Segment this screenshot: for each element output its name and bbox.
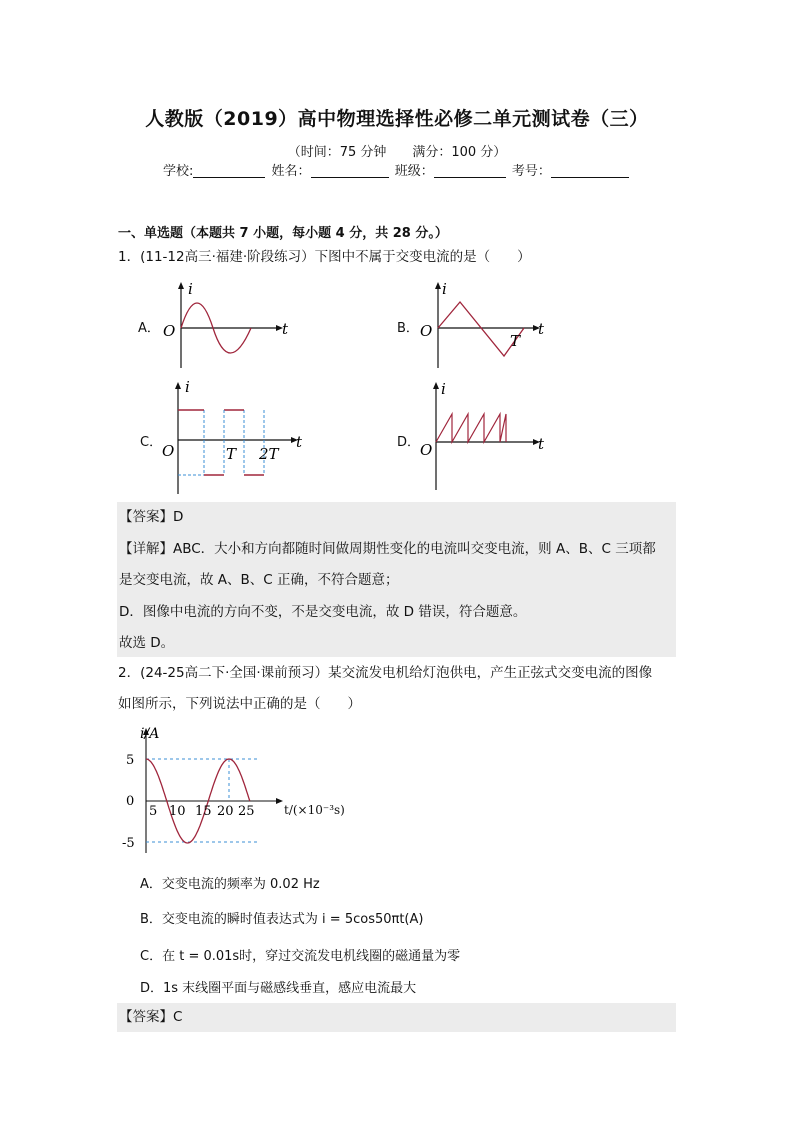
svg-text:t: t xyxy=(538,435,545,453)
school-blank xyxy=(193,164,265,178)
name-label: 姓名： xyxy=(271,164,311,179)
x-tick-20: 20 xyxy=(217,804,234,819)
number-label: 考号： xyxy=(511,164,551,179)
svg-text:i: i xyxy=(441,380,446,398)
q1-stem: 1．(11-12高三·福建·阶段练习）下图中不属于交变电流的是（ ） xyxy=(118,249,531,265)
q1-graph-b xyxy=(414,280,554,375)
page-title: 人教版（2019）高中物理选择性必修二单元测试卷（三） xyxy=(145,108,649,130)
x-tick-10: 10 xyxy=(169,804,186,819)
origin-label: O xyxy=(163,322,176,340)
q1-graph-d xyxy=(414,380,554,495)
x-tick-5: 5 xyxy=(149,804,158,819)
svg-text:2T: 2T xyxy=(259,445,279,463)
q2-stem-line2: 如图所示，下列说法中正确的是（ ） xyxy=(118,696,361,712)
svg-text:O: O xyxy=(162,442,175,460)
q2-option-d: D．1s 末线圈平面与磁感线垂直，感应电流最大 xyxy=(140,981,417,996)
q1-option-a-label: A． xyxy=(138,321,160,336)
q1-answer: 【答案】D xyxy=(119,509,184,525)
q1-graph-c xyxy=(158,378,308,498)
q1-analysis: 【详解】ABC．大小和方向都随时间做周期性变化的电流叫交变电流，则 A、B、C 三项都 xyxy=(119,540,656,557)
q2-answer-box xyxy=(117,1003,676,1032)
q1-option-c-label: C． xyxy=(140,435,163,450)
svg-text:i: i xyxy=(185,378,190,396)
y-tick-0: 0 xyxy=(126,794,135,809)
q1-answer-box: 【答案】D 【详解】ABC．大小和方向都随时间做周期性变化的电流叫交变电流，则 A、B、C 三项都 是交变电流，故 A、B、C 正确，不符合题意； D．图像中电流的方向不变，不是交变电流，故 D 错误，符合题意。 故选 D。 xyxy=(117,502,676,657)
svg-text:T: T xyxy=(226,445,237,463)
class-blank xyxy=(434,164,506,178)
y-tick-neg5: -5 xyxy=(122,836,135,851)
svg-text:t: t xyxy=(296,433,303,451)
school-label: 学校: xyxy=(163,164,194,179)
svg-text:T: T xyxy=(510,332,521,350)
axis-t-label: t xyxy=(282,320,289,338)
q1-option-b-label: B． xyxy=(397,321,419,336)
svg-text:O: O xyxy=(420,441,433,459)
q2-current-chart xyxy=(118,722,358,857)
q1-option-d-label: D． xyxy=(397,435,421,450)
svg-text:t: t xyxy=(538,320,545,338)
exam-time-score: （时间：75 分钟 满分：100 分） xyxy=(287,145,507,160)
number-blank xyxy=(551,164,629,178)
q2-ylabel: i/A xyxy=(140,726,160,742)
name-blank xyxy=(311,164,389,178)
q2-answer: 【答案】C xyxy=(119,1009,183,1025)
x-tick-25: 25 xyxy=(238,804,255,819)
q2-option-c: C．在 t = 0.01s时，穿过交流发电机线圈的磁通量为零 xyxy=(140,949,461,964)
axis-i-label: i xyxy=(188,280,193,298)
q2-option-b: B．交变电流的瞬时值表达式为 i = 5cos50πt(A) xyxy=(140,912,424,927)
section-heading: 一、单选题（本题共 7 小题，每小题 4 分，共 28 分。） xyxy=(118,226,448,241)
q2-xlabel: t/(×10⁻³s) xyxy=(284,803,345,817)
class-label: 班级： xyxy=(394,164,434,179)
q2-option-a: A．交变电流的频率为 0.02 Hz xyxy=(140,877,320,892)
svg-text:O: O xyxy=(420,322,433,340)
y-tick-5: 5 xyxy=(126,753,135,768)
x-tick-15: 15 xyxy=(195,804,212,819)
q2-stem: 2．(24-25高二下·全国·课前预习）某交流发电机给灯泡供电，产生正弦式交变电流的图像 xyxy=(118,665,653,681)
svg-text:i: i xyxy=(442,280,447,298)
q1-graph-a xyxy=(155,280,305,375)
student-info-line xyxy=(163,160,631,179)
